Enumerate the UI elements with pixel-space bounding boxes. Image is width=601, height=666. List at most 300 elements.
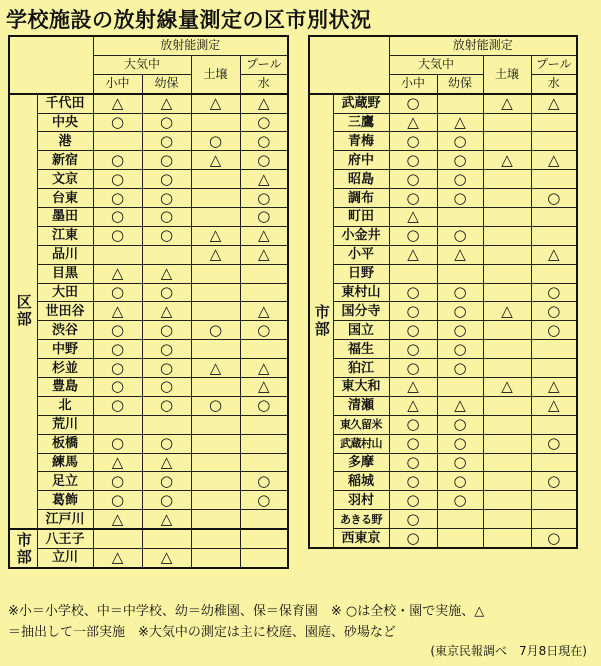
- cell-kinder: △: [142, 94, 191, 113]
- cell-elem: △: [93, 549, 142, 568]
- cell-elem: ○: [93, 359, 142, 378]
- cell-soil: [483, 434, 531, 453]
- cell-elem: △: [389, 208, 437, 227]
- municipality-name: 町田: [333, 208, 389, 227]
- cell-soil: ○: [191, 321, 240, 340]
- cell-kinder: ○: [142, 113, 191, 132]
- table-row: [9, 549, 288, 568]
- cell-soil: [191, 510, 240, 529]
- cell-elem: ○: [389, 226, 437, 245]
- cell-pool: [531, 453, 577, 472]
- cell-pool: [531, 208, 577, 227]
- cell-elem: △: [93, 453, 142, 472]
- cell-pool: △: [531, 151, 577, 170]
- cell-soil: [191, 549, 240, 568]
- note-line-1: ※小＝小学校、中＝中学校、幼＝幼稚園、保＝保育園 ※ ○は全校・園で実施、△: [8, 604, 485, 619]
- cell-pool: [531, 113, 577, 132]
- cell-pool: △: [531, 245, 577, 264]
- cell-pool: [531, 510, 577, 529]
- municipality-name: 福生: [333, 340, 389, 359]
- cell-kinder: △: [142, 264, 191, 283]
- municipality-name: 中野: [37, 340, 93, 359]
- cell-kinder: [142, 245, 191, 264]
- cell-kinder: ○: [142, 340, 191, 359]
- cell-elem: [93, 245, 142, 264]
- cell-soil: [483, 415, 531, 434]
- municipality-name: 練馬: [37, 453, 93, 472]
- cell-elem: ○: [93, 378, 142, 397]
- table-row: [309, 264, 577, 283]
- table-row: [309, 491, 577, 510]
- cell-pool: [531, 340, 577, 359]
- cell-kinder: ○: [142, 132, 191, 151]
- source-note: (東京民報調べ 7月8日現在): [430, 644, 587, 658]
- cell-elem: [93, 415, 142, 434]
- cell-kinder: ○: [437, 340, 483, 359]
- table-row: [309, 226, 577, 245]
- table-row: [309, 170, 577, 189]
- cell-pool: ○: [240, 208, 288, 227]
- table-row: [9, 208, 288, 227]
- cell-elem: △: [389, 245, 437, 264]
- table-row: [309, 359, 577, 378]
- cell-soil: [483, 226, 531, 245]
- cell-elem: ○: [93, 226, 142, 245]
- cell-kinder: [437, 208, 483, 227]
- table-row: [309, 245, 577, 264]
- table-row: [9, 529, 288, 548]
- cell-soil: [191, 434, 240, 453]
- cell-soil: [483, 359, 531, 378]
- cell-elem: △: [93, 302, 142, 321]
- table-row: [309, 208, 577, 227]
- note-line-2: ＝抽出して一部実施 ※大気中の測定は主に校庭、園庭、砂場など: [8, 625, 396, 640]
- cell-soil: △: [191, 151, 240, 170]
- table-row: [309, 189, 577, 208]
- cell-pool: [240, 549, 288, 568]
- cell-kinder: [437, 94, 483, 113]
- cell-kinder: ○: [437, 151, 483, 170]
- cell-soil: [483, 245, 531, 264]
- cell-pool: ○: [240, 491, 288, 510]
- table-row: [309, 340, 577, 359]
- group-label-wards: 区部: [9, 94, 37, 529]
- table-row: [309, 434, 577, 453]
- cell-soil: [483, 510, 531, 529]
- cell-elem: ○: [93, 472, 142, 491]
- cell-pool: ○: [531, 472, 577, 491]
- table-row: [9, 359, 288, 378]
- cell-soil: ○: [191, 132, 240, 151]
- cell-elem: ○: [389, 529, 437, 548]
- cell-elem: ○: [93, 113, 142, 132]
- cell-kinder: ○: [437, 189, 483, 208]
- cell-elem: [93, 132, 142, 151]
- municipality-name: 新宿: [37, 151, 93, 170]
- municipality-name: 稲城: [333, 472, 389, 491]
- cell-soil: [191, 302, 240, 321]
- municipality-name: 東久留米: [333, 415, 389, 434]
- page-title: 学校施設の放射線量測定の区市別状況: [6, 8, 372, 32]
- cell-pool: [240, 415, 288, 434]
- municipality-name: 昭島: [333, 170, 389, 189]
- cell-kinder: [437, 529, 483, 548]
- municipality-name: 品川: [37, 245, 93, 264]
- cell-pool: ○: [531, 283, 577, 302]
- cell-elem: ○: [389, 321, 437, 340]
- cell-elem: ○: [389, 510, 437, 529]
- cell-pool: ○: [240, 472, 288, 491]
- municipality-name: 調布: [333, 189, 389, 208]
- cell-pool: △: [240, 94, 288, 113]
- municipality-name: 渋谷: [37, 321, 93, 340]
- municipality-name: 羽村: [333, 491, 389, 510]
- cell-soil: [483, 472, 531, 491]
- cell-elem: ○: [389, 94, 437, 113]
- cell-soil: △: [191, 226, 240, 245]
- cell-elem: ○: [389, 340, 437, 359]
- cell-soil: [483, 208, 531, 227]
- municipality-name: 清瀬: [333, 396, 389, 415]
- cell-kinder: △: [142, 302, 191, 321]
- cell-pool: △: [531, 378, 577, 397]
- municipality-name: 小金井: [333, 226, 389, 245]
- cell-soil: [191, 208, 240, 227]
- cell-pool: [240, 453, 288, 472]
- cell-elem: ○: [93, 208, 142, 227]
- cell-elem: ○: [93, 434, 142, 453]
- cell-pool: ○: [240, 132, 288, 151]
- table-row: [9, 189, 288, 208]
- table-row: [9, 396, 288, 415]
- cell-pool: [531, 264, 577, 283]
- cell-kinder: ○: [142, 283, 191, 302]
- table-row: [9, 340, 288, 359]
- cell-elem: ○: [93, 396, 142, 415]
- cell-pool: ○: [240, 321, 288, 340]
- cell-pool: [240, 283, 288, 302]
- table-row: [309, 113, 577, 132]
- header-air: 大気中: [93, 55, 191, 74]
- cell-kinder: ○: [437, 434, 483, 453]
- municipality-name: 国分寺: [333, 302, 389, 321]
- cell-soil: △: [483, 151, 531, 170]
- municipality-name: 目黒: [37, 264, 93, 283]
- left-table: [8, 35, 289, 569]
- cell-kinder: ○: [142, 472, 191, 491]
- municipality-name: 板橋: [37, 434, 93, 453]
- cell-soil: [191, 189, 240, 208]
- table-row: [9, 510, 288, 529]
- cell-elem: ○: [93, 321, 142, 340]
- cell-elem: ○: [389, 453, 437, 472]
- cell-soil: [483, 453, 531, 472]
- table-row: [9, 132, 288, 151]
- municipality-name: 東大和: [333, 378, 389, 397]
- table-row: [309, 132, 577, 151]
- cell-elem: [389, 264, 437, 283]
- cell-kinder: ○: [142, 378, 191, 397]
- cell-kinder: ○: [437, 472, 483, 491]
- table-row: [9, 491, 288, 510]
- cell-soil: △: [191, 94, 240, 113]
- municipality-name: 武蔵野: [333, 94, 389, 113]
- cell-kinder: [437, 264, 483, 283]
- cell-kinder: △: [142, 510, 191, 529]
- cell-elem: ○: [389, 359, 437, 378]
- municipality-name: 葛飾: [37, 491, 93, 510]
- cell-pool: ○: [240, 396, 288, 415]
- cell-soil: [483, 264, 531, 283]
- cell-elem: ○: [389, 491, 437, 510]
- table-row: [309, 151, 577, 170]
- cell-pool: [531, 132, 577, 151]
- cell-pool: △: [240, 245, 288, 264]
- cell-pool: △: [240, 378, 288, 397]
- cell-kinder: ○: [142, 321, 191, 340]
- table-row: [309, 529, 577, 548]
- cell-soil: [483, 340, 531, 359]
- header-kinder: 幼保: [437, 74, 483, 93]
- cell-elem: ○: [389, 151, 437, 170]
- header-kinder: 幼保: [142, 74, 191, 93]
- cell-pool: ○: [240, 113, 288, 132]
- cell-kinder: ○: [142, 226, 191, 245]
- cell-elem: △: [389, 113, 437, 132]
- municipality-name: 狛江: [333, 359, 389, 378]
- cell-soil: [191, 453, 240, 472]
- header-water: 水: [531, 74, 577, 93]
- table-row: [9, 245, 288, 264]
- header-elem: 小中: [389, 74, 437, 93]
- cell-elem: ○: [389, 189, 437, 208]
- municipality-name: 武蔵村山: [333, 434, 389, 453]
- table-row: [9, 94, 288, 113]
- municipality-name: 足立: [37, 472, 93, 491]
- table-row: [309, 94, 577, 113]
- header-soil: 土壌: [483, 55, 531, 93]
- cell-pool: [531, 226, 577, 245]
- cell-elem: ○: [93, 283, 142, 302]
- municipality-name: 荒川: [37, 415, 93, 434]
- cell-kinder: ○: [437, 302, 483, 321]
- cell-soil: [483, 132, 531, 151]
- cell-kinder: ○: [142, 359, 191, 378]
- cell-elem: ○: [93, 151, 142, 170]
- municipality-name: 国立: [333, 321, 389, 340]
- header-blank: [9, 36, 93, 94]
- table-row: [9, 378, 288, 397]
- cell-soil: △: [191, 245, 240, 264]
- cell-soil: [191, 283, 240, 302]
- table-row: [309, 378, 577, 397]
- cell-pool: [240, 529, 288, 548]
- table-row: [9, 434, 288, 453]
- cell-soil: [483, 491, 531, 510]
- cell-pool: [531, 491, 577, 510]
- cell-kinder: ○: [142, 434, 191, 453]
- municipality-name: 中央: [37, 113, 93, 132]
- cell-pool: ○: [531, 434, 577, 453]
- cell-kinder: ○: [437, 132, 483, 151]
- municipality-name: 立川: [37, 549, 93, 568]
- municipality-name: 江東: [37, 226, 93, 245]
- cell-soil: [191, 264, 240, 283]
- cell-pool: △: [531, 396, 577, 415]
- cell-elem: △: [93, 264, 142, 283]
- cell-elem: ○: [389, 132, 437, 151]
- cell-kinder: ○: [142, 170, 191, 189]
- cell-soil: [191, 170, 240, 189]
- cell-soil: [191, 472, 240, 491]
- municipality-name: 港: [37, 132, 93, 151]
- municipality-name: 大田: [37, 283, 93, 302]
- cell-kinder: ○: [437, 170, 483, 189]
- cell-soil: △: [483, 378, 531, 397]
- cell-soil: [483, 170, 531, 189]
- cell-pool: ○: [240, 151, 288, 170]
- table-row: [309, 283, 577, 302]
- municipality-name: 豊島: [37, 378, 93, 397]
- cell-soil: [191, 340, 240, 359]
- table-row: [9, 415, 288, 434]
- municipality-name: 墨田: [37, 208, 93, 227]
- municipality-name: 世田谷: [37, 302, 93, 321]
- cell-soil: [191, 378, 240, 397]
- table-row: [9, 472, 288, 491]
- cell-pool: △: [240, 170, 288, 189]
- table-row: [309, 302, 577, 321]
- table-row: [309, 472, 577, 491]
- municipality-name: 小平: [333, 245, 389, 264]
- table-row: [309, 510, 577, 529]
- cell-pool: [240, 510, 288, 529]
- cell-kinder: ○: [437, 415, 483, 434]
- municipality-name: 西東京: [333, 529, 389, 548]
- municipality-name: 台東: [37, 189, 93, 208]
- cell-pool: ○: [531, 189, 577, 208]
- cell-kinder: [437, 510, 483, 529]
- cell-elem: [93, 529, 142, 548]
- cell-kinder: ○: [437, 491, 483, 510]
- municipality-name: 三鷹: [333, 113, 389, 132]
- cell-elem: ○: [389, 170, 437, 189]
- cell-pool: [531, 170, 577, 189]
- cell-soil: [483, 113, 531, 132]
- notes: [8, 601, 598, 643]
- table-row: [309, 453, 577, 472]
- cell-elem: ○: [93, 491, 142, 510]
- cell-kinder: ○: [142, 396, 191, 415]
- cell-pool: [240, 340, 288, 359]
- table-row: [9, 226, 288, 245]
- table-row: [9, 170, 288, 189]
- municipality-name: 青梅: [333, 132, 389, 151]
- cell-elem: △: [93, 94, 142, 113]
- cell-elem: △: [93, 510, 142, 529]
- cell-kinder: ○: [437, 359, 483, 378]
- table-row: [9, 113, 288, 132]
- header-water: 水: [240, 74, 288, 93]
- cell-kinder: △: [142, 453, 191, 472]
- table-row: [9, 264, 288, 283]
- header-pool: プール: [240, 55, 288, 74]
- table-row: [309, 415, 577, 434]
- cell-elem: ○: [389, 302, 437, 321]
- header-elem: 小中: [93, 74, 142, 93]
- municipality-name: 日野: [333, 264, 389, 283]
- cell-soil: △: [483, 302, 531, 321]
- cell-pool: ○: [531, 302, 577, 321]
- header-soil: 土壌: [191, 55, 240, 93]
- cell-kinder: ○: [142, 189, 191, 208]
- cell-soil: [191, 113, 240, 132]
- cell-elem: △: [389, 378, 437, 397]
- header-air: 大気中: [389, 55, 483, 74]
- municipality-name: 千代田: [37, 94, 93, 113]
- cell-kinder: △: [437, 396, 483, 415]
- group-label-cities: 市部: [309, 94, 333, 548]
- table-row: [9, 151, 288, 170]
- header-group: 放射能測定: [93, 36, 288, 55]
- cell-kinder: ○: [437, 283, 483, 302]
- cell-kinder: ○: [437, 226, 483, 245]
- header-group: 放射能測定: [389, 36, 577, 55]
- municipality-name: 多摩: [333, 453, 389, 472]
- cell-soil: [483, 529, 531, 548]
- cell-soil: [483, 189, 531, 208]
- right-table: [308, 35, 578, 549]
- cell-soil: [191, 529, 240, 548]
- cell-pool: ○: [240, 189, 288, 208]
- municipality-name: 北: [37, 396, 93, 415]
- cell-soil: △: [483, 94, 531, 113]
- header-blank: [309, 36, 389, 94]
- cell-soil: [483, 396, 531, 415]
- municipality-name: 江戸川: [37, 510, 93, 529]
- municipality-name: 東村山: [333, 283, 389, 302]
- table-row: [309, 396, 577, 415]
- municipality-name: あきる野: [333, 510, 389, 529]
- table-row: [9, 453, 288, 472]
- cell-pool: ○: [531, 529, 577, 548]
- cell-soil: [191, 491, 240, 510]
- table-row: [9, 283, 288, 302]
- cell-kinder: △: [437, 113, 483, 132]
- table-row: [9, 321, 288, 340]
- cell-pool: [531, 415, 577, 434]
- municipality-name: 文京: [37, 170, 93, 189]
- cell-elem: ○: [389, 472, 437, 491]
- cell-pool: △: [240, 226, 288, 245]
- cell-elem: ○: [389, 283, 437, 302]
- municipality-name: 府中: [333, 151, 389, 170]
- cell-kinder: ○: [142, 491, 191, 510]
- cell-soil: [483, 321, 531, 340]
- cell-kinder: △: [437, 245, 483, 264]
- cell-kinder: [142, 415, 191, 434]
- table-row: [309, 321, 577, 340]
- cell-kinder: ○: [142, 151, 191, 170]
- cell-pool: △: [240, 359, 288, 378]
- cell-pool: [531, 359, 577, 378]
- table-row: [9, 302, 288, 321]
- cell-elem: ○: [389, 434, 437, 453]
- cell-pool: ○: [531, 321, 577, 340]
- header-pool: プール: [531, 55, 577, 74]
- cell-kinder: ○: [142, 208, 191, 227]
- cell-elem: ○: [389, 415, 437, 434]
